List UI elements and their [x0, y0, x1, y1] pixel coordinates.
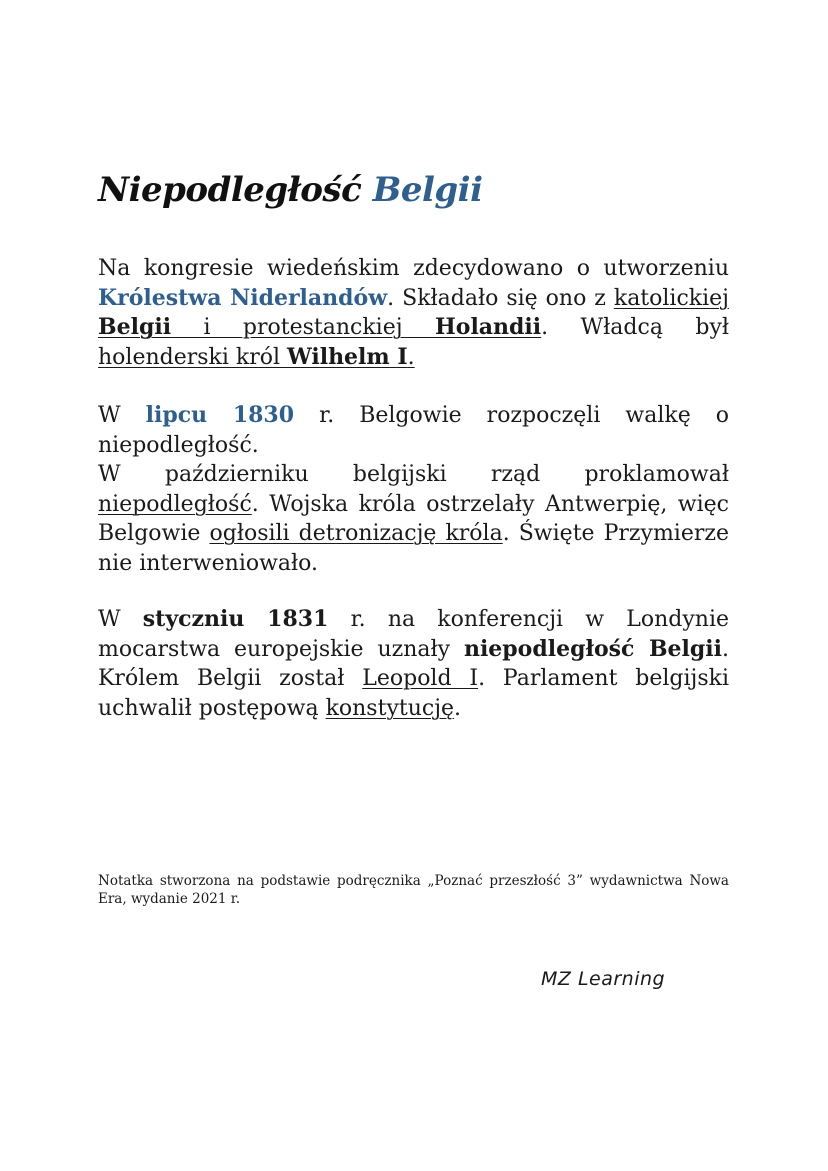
text-run: W: [98, 403, 146, 428]
underlined-phrase: [98, 345, 415, 370]
text-run: .: [407, 344, 415, 370]
date-bold: styczniu 1831: [142, 606, 329, 632]
text-run: . Władcą był: [541, 315, 729, 340]
paragraph-recognition: [98, 605, 729, 723]
date-highlight: lipcu 1830: [145, 402, 295, 428]
kingdom-name: Królestwa Niderlandów: [98, 284, 388, 311]
text-run: W październiku belgijski rząd proklamował: [98, 462, 729, 487]
text-run: W: [98, 607, 143, 632]
text-run: katolickiej: [613, 285, 729, 311]
page-title: [98, 170, 483, 210]
text-run: .: [454, 695, 462, 721]
text-run: holenderski król: [98, 344, 288, 370]
text-run: . Królem Belgii został: [98, 636, 729, 691]
text-run: . Wojska króla ostrzelały Antwerpię, więc Belgowie: [98, 491, 729, 546]
text-run: Na kongresie wiedeńskim zdecydowano o utworzeniu: [98, 256, 729, 281]
underlined-phrase: Leopold I: [362, 666, 479, 691]
text-run: . Święte Przymierze nie interweniowało.: [98, 521, 729, 576]
bold-term: niepodległość Belgii: [463, 635, 722, 662]
bold-term: Wilhelm I: [287, 343, 408, 370]
bold-term: Belgii: [98, 314, 172, 340]
title-text: Niepodległość: [98, 170, 373, 210]
text-run: r. na konferencji w Londynie mocarstwa europejskie uznały: [98, 607, 729, 662]
underlined-phrase: niepodległość: [98, 491, 252, 517]
source-footnote: Notatka stworzona na podstawie podręcznika „Poznać przeszłość 3” wydawnictwa Nowa Era, wydanie 2021 r.: [98, 873, 729, 907]
text-run: i protestanckiej: [171, 315, 435, 340]
underlined-phrase: konstytucję: [325, 695, 455, 721]
text-run: . Parlament belgijski uchwalił postępową: [98, 666, 729, 721]
paragraph-revolution: [98, 401, 729, 578]
title-accent: Belgii: [372, 170, 483, 210]
text-run: r. Belgowie rozpoczęli walkę o niepodległość.: [98, 403, 729, 458]
bold-term: Holandii: [434, 314, 542, 340]
underlined-phrase: ogłosili detronizację króla: [209, 521, 503, 546]
author-signature: MZ Learning: [541, 968, 666, 990]
paragraph-congress: [98, 254, 729, 372]
text-run: . Składało się ono z: [387, 285, 614, 311]
